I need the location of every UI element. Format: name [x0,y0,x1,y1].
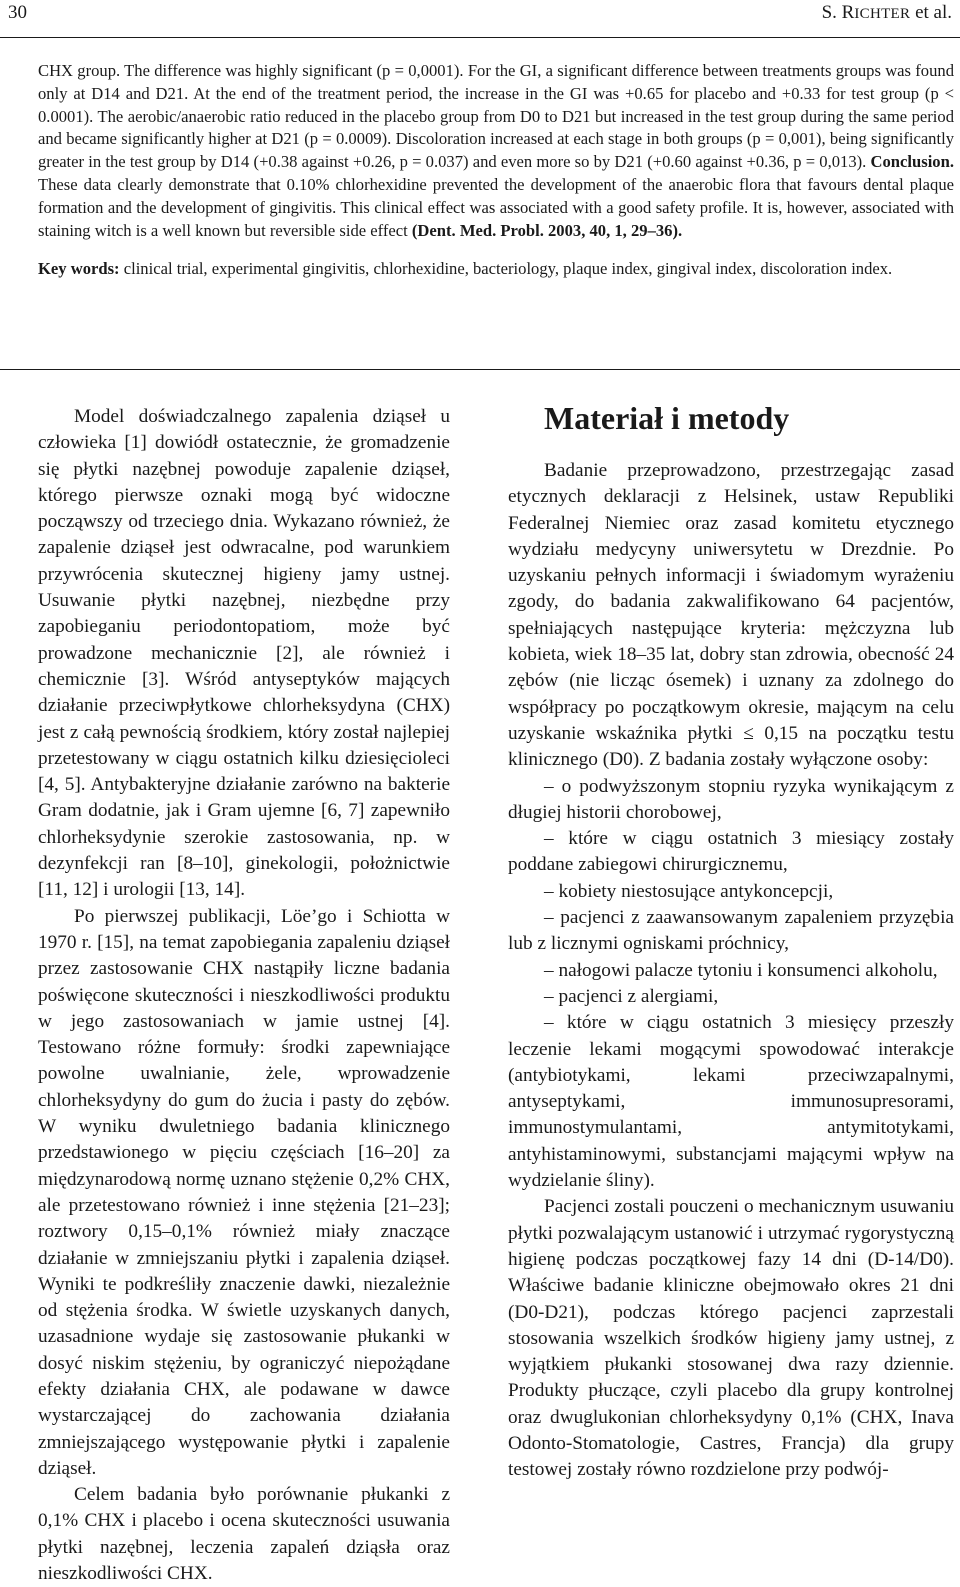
running-head [822,2,952,24]
keywords-label: Key words: [38,259,120,279]
exclusion-item: – o podwyższonym stopniu ryzyka wynikającym z długiej historii chorobowej, [508,775,954,823]
abstract-paragraph [38,60,954,242]
header-divider [0,37,960,38]
abstract-divider [0,369,960,370]
intro-paragraph-3: Celem badania było porównanie płukanki z 0,1% CHX i placebo i ocena skuteczności usuwania płytki nazębnej, leczenia zapaleń dziąsła oraz nieszkodliwości CHX. [38,1484,450,1585]
page-number: 30 [8,2,27,23]
exclusion-item: – kobiety niestosujące antykoncepcji, [544,880,834,902]
methods-closing-paragraph: Pacjenci zostali pouczeni o mechanicznym usuwaniu płytki pozwalającym ustanowić i utrzymać rygorystyczną higienę podczas początkowej fazy 14 dni (D-14/D0). Właściwe badanie kliniczne obejmowało okres 21 dni (D0-D21), podczas którego pacjenci zaprzestali stosowania wszelkich środków higieny jamy ustnej, z wyjątkiem płukanki stosowanej dwa razy dziennie. Produkty płuczące, czyli placebo dla grupy kontrolnej oraz dwuglukonian chlorheksydyny 0,1% (CHX, Inava Odonto-Stomatologie, Castres, Francja) dla grupy testowej zostały równo rozdzielone przy podwój- [508,1196,954,1481]
exclusion-item: – które w ciągu ostatnich 3 miesiący zostały poddane zabiegowi chirurgicznemu, [508,828,954,876]
exclusion-item: – pacjenci z zaawansowanym zapaleniem przyzębia lub z licznymi ogniskami próchnicy, [508,907,954,955]
running-head-surname: ICHTER [854,6,911,22]
intro-paragraph-2: Po pierwszej publikacji, Löe’go i Schiotta w 1970 r. [15], na temat zapobiegania zapaleniu dziąseł przez zastosowanie CHX nastąpiły liczne badania poświęcone skuteczności i nieszkodliwości produktu w jego zastosowaniach w jamie ustnej [4]. Testowano różne formuły: środki zapewniające powolne uwalnianie, żele, wprowadzenie chlorheksydyny do gum do żucia i pasty do zębów. W wyniku dwuletniego badania klinicznego przedstawionego w pięciu częściach [16–20] za międzynarodową normę uznano stężenie 0,2% CHX, ale przetestowano również i inne stężenia [21–23]; roztwory 0,15–0,1% również miały znaczące działanie w zmniejszaniu płytki i zapalenia dziąseł. Wyniki te podkreśliły znaczenie dawki, niezależnie od stężenia środka. W świetle uzyskanych danych, uzasadnione wydaje się zastosowanie płukanki w dosyć niskim stężeniu, by ograniczyć niepożądane efekty działania CHX, ale podawane w dawce wystarczającej do zachowania działania zmniejszającego występowanie płytki i zapalenie dziąseł. [38,905,450,1479]
right-column [508,398,954,1484]
exclusion-item: – pacjenci z alergiami, [544,985,719,1007]
keywords-paragraph [38,258,954,281]
conclusion-text: These data clearly demonstrate that 0.10% chlorhexidine prevented the development of the anaerobic flora that favours dental plaque formation and the development of gingivitis. This clinical effect was associated with a good safety profile. It is, however, associated with staining witch is a well known but reversible side effect [38,174,954,240]
abstract-block [38,60,954,281]
running-head-etal: et al. [910,2,952,23]
page-header [0,0,960,40]
section-title: Materiał i metody [544,400,790,436]
intro-paragraph-1: Model doświadczalnego zapalenia dziąseł u człowieka [1] dowiódł ostatecznie, że gromadzenie się płytki nazębnej powoduje zapalenie dziąseł, którego pierwsze oznaki mogą być widoczne począwszy od trzeciego dnia. Wykazano również, że zapalenie dziąseł jest odwracalne, pod warunkiem przywrócenia skutecznej higieny jamy ustnej. Usuwanie płytki nazębnej, niezbędne przy zapobieganiu periodontopatiom, może być prowadzone mechanicznie [2], ale również i chemicznie [3]. Wśród antyseptyków mających działanie przeciwpłytkowe chlorheksydyna (CHX) jest z całą pewnością środkiem, który został najlepiej przetestowany w ciągu ostatnich kilku dziesięcioleci [4, 5]. Antybakteryjne działanie zarówno na bakterie Gram dodatnie, jak i Gram ujemne [6, 7] zapewniło chlorheksydynie szerokie zastosowania, np. w dezynfekcji ran [8–10], ginekologii, położnictwie [11, 12] i urologii [13, 14]. [38,406,450,901]
exclusion-item: – które w ciągu ostatnich 3 miesięcy przeszły leczenie lekami mogącymi spowodować interakcje (antybiotykami, lekami przeciwzapalnymi, antyseptykami, immunosupresorami, immunostymulantami, antymitotykami, antyhistaminowymi, substancjami mającymi wpływ na wydzielanie śliny). [508,1012,954,1192]
journal-citation: (Dent. Med. Probl. 2003, 40, 1, 29–36). [411,220,683,240]
conclusion-label: Conclusion. [870,152,954,172]
running-head-initial: S. R [821,2,855,23]
keywords-text: clinical trial, experimental gingivitis, chlorhexidine, bacteriology, plaque index, gingival index, discoloration index. [119,259,893,279]
exclusion-item: – nałogowi palacze tytoniu i konsumenci alkoholu, [544,959,938,981]
abstract-results-text: CHX group. The difference was highly significant (p = 0,0001). For the GI, a significant difference between treatments groups was found only at D14 and D21. At the end of the treatment period, the increase in the GI was +0.65 for placebo and +0.33 for test group (p < 0.0001). The aerobic/anaerobic ratio reduced in the placebo group from D0 to D21 but increased in the test group during the same period and became significantly higher at D21 (p = 0.0009). Discoloration increased at each stage in both groups (p = 0,001), being significantly greater in the test group by D14 (+0.38 against +0.26, p = 0.037) and even more so by D21 (+0.60 against +0.36, p = 0,013). [38,61,954,172]
left-column [38,404,450,1587]
methods-intro-paragraph: Badanie przeprowadzono, przestrzegając zasad etycznych deklaracji z Helsinek, ustaw Republiki Federalnej Niemiec oraz zasad komitetu etycznego wydziału medycyny uniwersytetu w Drezdnie. Po uzyskaniu pełnych informacji i świadomym wyrażeniu zgody, do badania zakwalifikowano 64 pacjentów, spełniających następujące kryteria: mężczyzna lub kobieta, wiek 18–35 lat, dobry stan zdrowia, obecność 24 zębów (nie licząc ósemek) i uznany za zdolnego do współpracy po początkowym okresie, mającym na celu uzyskanie wskaźnika płytki ≤ 0,15 na początku testu klinicznego (D0). Z badania zostały wyłączone osoby: [508,460,954,771]
